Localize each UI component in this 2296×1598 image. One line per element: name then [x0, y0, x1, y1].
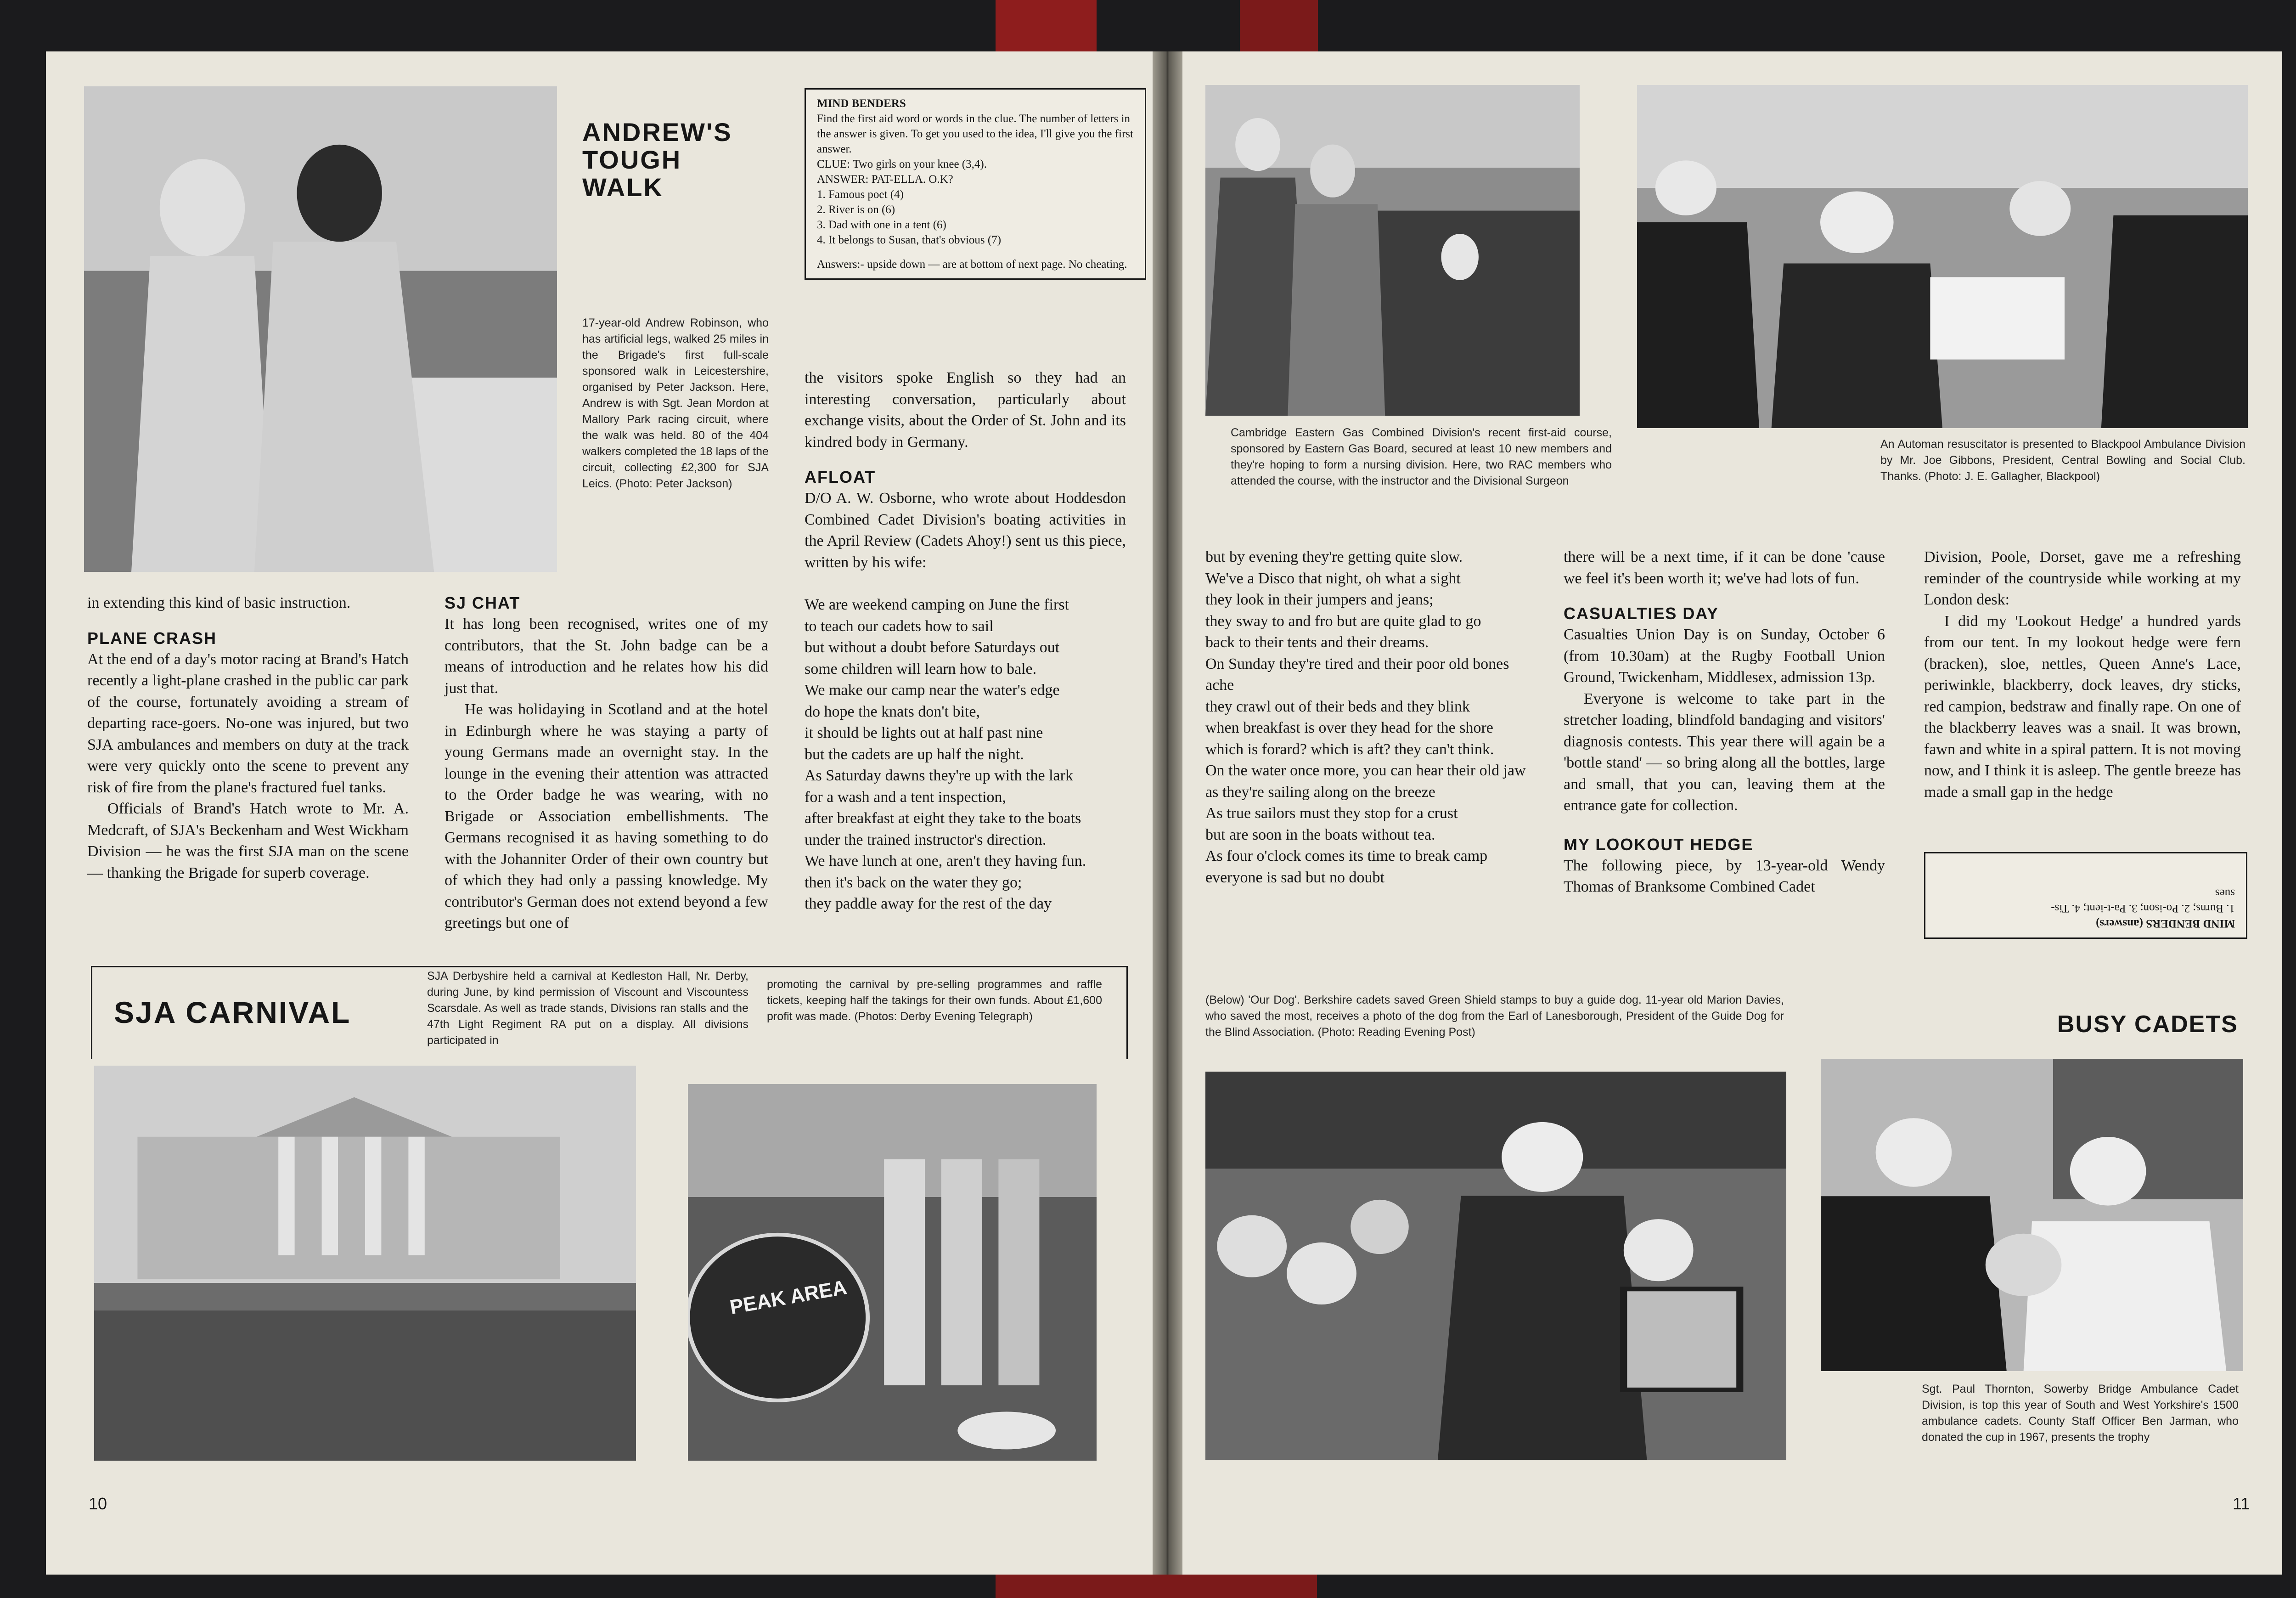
- poem-line: but by evening they're getting quite slow.: [1205, 548, 1463, 565]
- mind-benders-item: 3. Dad with one in a tent (6): [817, 219, 946, 231]
- photo-peak-area-cadets: [688, 1084, 1097, 1461]
- poem-line: On Sunday they're tired and their poor old bones ache: [1205, 655, 1509, 694]
- afloat-heading: AFLOAT: [805, 468, 876, 486]
- poem-line: under the trained instructor's direction.: [805, 831, 1047, 848]
- poem-line: it should be lights out at half past nine: [805, 724, 1043, 741]
- poem-line: do hope the knats don't bite,: [805, 703, 980, 720]
- poem-line: We've a Disco that night, oh what a sight: [1205, 570, 1461, 587]
- mind-benders-item: 1. Famous poet (4): [817, 188, 904, 201]
- mind-benders-answer: ANSWER: PAT-ELLA. O.K?: [817, 173, 953, 186]
- poem-line: some children will learn how to bale.: [805, 660, 1037, 678]
- poem-line: then it's back on the water they go;: [805, 874, 1022, 891]
- poem-line: they crawl out of their beds and they blink: [1205, 698, 1470, 715]
- answers-line-1: 1. Burns; 2. Po-ison; 3. Pa-t-ient; 4. Tis-: [2051, 902, 2235, 915]
- spine-top-left: [996, 0, 1097, 60]
- left-col-1: [87, 593, 409, 884]
- mind-benders-item: 2. River is on (6): [817, 203, 895, 216]
- right-col-3: [1924, 547, 2241, 803]
- busy-cadets-caption: Sgt. Paul Thornton, Sowerby Bridge Ambulance Cadet Division, is top this year of South and West Yorkshire's 1500 ambulance cadets. County Staff Officer Ben Jarman, who donated the cup in 1967, presents the trophy: [1922, 1383, 2239, 1444]
- gutter: [1153, 51, 1182, 1575]
- lookout-hedge-p1: Division, Poole, Dorset, gave me a refreshing reminder of the countryside while working at my London desk:: [1924, 548, 2241, 608]
- answers-title: MIND BENDERS (answers): [2096, 917, 2235, 930]
- answers-line-2: sues: [2215, 887, 2235, 899]
- poem-line: when breakfast is over they head for the shore: [1205, 719, 1493, 736]
- guide-dog-caption: (Below) 'Our Dog'. Berkshire cadets saved Green Shield stamps to buy a guide dog. 11-year old Marion Davies, who saved the most, receives a photo of the dog from the Earl of Lanesborough, President of the Guide Dog for the Blind Association. (Photo: Reading Evening Post): [1205, 994, 1784, 1039]
- poem-line: As four o'clock comes its time to break camp: [1205, 847, 1488, 864]
- right-col-2: [1564, 547, 1885, 898]
- poem-line: they paddle away for the rest of the day: [805, 895, 1052, 912]
- photo-cambridge-gas-division: [1205, 85, 1580, 416]
- sj-chat-p2: He was holidaying in Scotland and at the hotel in Edinburgh where he was staying a party of young Germans made an overnight stay. In the lounge in the evening their attention was attracted to the Order badge he was wearing, with no Brigade or Association embellishments. The Germans recognised it as having something to do with the Johanniter Order of their own country but of which they had only a passing knowledge. My contributor's German does not extend beyond a few greetings but one of: [445, 701, 768, 932]
- photo-andrew-walk: [84, 86, 557, 572]
- mind-benders-intro: Find the first aid word or words in the clue. The number of letters in the answer is given. To get you used to the idea, I'll give you the first answer.: [817, 113, 1133, 155]
- left-page-number: 10: [89, 1494, 107, 1513]
- carnival-caption-a: SJA Derbyshire held a carnival at Kedleston Hall, Nr. Derby, during June, by kind permission of Viscount and Viscountess Scarsdale. As well as trade stands, Divisions ran stalls and the 47th Light Regiment RA put on a display. All divisions participated in: [427, 970, 748, 1047]
- mind-benders-item: 4. It belongs to Susan, that's obvious (7): [817, 234, 1002, 246]
- poem-line: they sway to and fro but are quite glad to go: [1205, 612, 1481, 630]
- andrews-walk-title: ANDREW'S TOUGH WALK: [582, 118, 732, 202]
- poem-line: back to their tents and their dreams.: [1205, 634, 1429, 651]
- left-col-3: [805, 367, 1126, 915]
- lookout-hedge-intro: The following piece, by 13-year-old Wendy Thomas of Branksome Combined Cadet: [1564, 857, 1885, 895]
- poem-line: As true sailors must they stop for a crust: [1205, 805, 1458, 822]
- plane-crash-p2: Officials of Brand's Hatch wrote to Mr. A. Medcraft, of SJA's Beckenham and West Wickham Division — he was the first SJA man on the scene — thanking the Brigade for superb coverage.: [87, 800, 409, 881]
- plane-crash-p1: At the end of a day's motor racing at Brand's Hatch recently a light-plane crashed in the public car park of the course, fortunately avoiding a stream of departing race-goers. No-one was injured, but two SJA ambulances and members on duty at the track were very quickly onto the scene to prevent any risk of fire from the plane's fractured fuel tanks.: [87, 650, 409, 796]
- mind-benders-title: MIND BENDERS: [817, 97, 906, 110]
- poem-line: We have lunch at one, aren't they having fun.: [805, 853, 1086, 870]
- photo-kedleston-hall: [94, 1066, 636, 1461]
- casualties-day-heading: CASUALTIES DAY: [1564, 604, 1719, 623]
- photo-guide-dog-presentation: [1205, 1072, 1786, 1460]
- right-page-number: 11: [2233, 1494, 2250, 1513]
- sj-chat-continuation: the visitors spoke English so they had an interesting conversation, particularly about exchange visits, about the Order of St. John and its kindred body in Germany.: [805, 369, 1126, 451]
- afloat-intro: D/O A. W. Osborne, who wrote about Hoddesdon Combined Cadet Division's boating activities in the April Review (Cadets Ahoy!) sent us this piece, written by his wife:: [805, 490, 1126, 571]
- poem-line: to teach our cadets how to sail: [805, 617, 994, 635]
- andrews-walk-caption: 17-year-old Andrew Robinson, who has artificial legs, walked 25 miles in the Brigade's first full-scale sponsored walk in Leicestershire, organised by Peter Jackson. Here, Andrew is with Sgt. Jean Mordon at Mallory Park racing circuit, where the walk was held. 80 of the 404 walkers completed the 18 laps of the circuit, collecting £2,300 for SJA Leics. (Photo: Peter Jackson): [582, 316, 769, 490]
- right-col-1-poem: [1205, 547, 1531, 888]
- poem-line: but the cadets are up half the night.: [805, 745, 1024, 763]
- mind-benders-answers-box: [1924, 852, 2247, 939]
- lookout-hedge-p2: I did my 'Lookout Hedge' a hundred yards from our tent. In my lookout hedge were fern (bracken), sloe, nettles, Queen Anne's Lace, periwinkle, blackberry, dock leaves, dry sticks, red campion, bedstraw and finally rape. On one of the blackberry leaves was a snail. It was brown, fawn and white in a spiral pattern. It is not moving now, and I think it is asleep. The gentle breeze has made a small gap in the hedge: [1924, 612, 2241, 801]
- poem-line: after breakfast at eight they take to the boats: [805, 810, 1081, 827]
- poem-line: We make our camp near the water's edge: [805, 682, 1060, 699]
- carnival-title: SJA CARNIVAL: [114, 995, 351, 1029]
- poem-ending: there will be a next time, if it can be done 'cause we feel it's been worth it; we've had lots of fun.: [1564, 548, 1885, 587]
- mind-benders-list: [817, 187, 1134, 248]
- carnival-caption-b: promoting the carnival by pre-selling programmes and raffle tickets, keeping half the takings for their own funds. About £1,600 profit was made. (Photos: Derby Evening Telegraph): [767, 978, 1102, 1023]
- poem-line: On the water once more, you can hear their old jaw: [1205, 762, 1526, 779]
- lookout-hedge-heading: MY LOOKOUT HEDGE: [1564, 835, 1754, 854]
- poem-line: for a wash and a tent inspection,: [805, 788, 1007, 806]
- mind-benders-clue: CLUE: Two girls on your knee (3,4).: [817, 158, 987, 170]
- busy-cadets-title: BUSY CADETS: [2057, 1011, 2238, 1038]
- plane-crash-heading: PLANE CRASH: [87, 628, 217, 648]
- sj-chat-p1: It has long been recognised, writes one of my contributors, that the St. John badge can be a means of introduction and he relates how his did just that.: [445, 615, 768, 697]
- poem-line: which is forard? which is aft? they can't think.: [1205, 740, 1494, 758]
- left-col-2: [445, 593, 768, 934]
- cambridge-caption: Cambridge Eastern Gas Combined Division's recent first-aid course, sponsored by Eastern Gas Board, secured at least 10 new members and they're hoping to form a nursing division. Here, two RAC members who attended the course, with the instructor and the Divisional Surgeon: [1231, 426, 1612, 487]
- afloat-poem: [805, 594, 1126, 915]
- poem-line: but without a doubt before Saturdays out: [805, 639, 1060, 656]
- poem-line: as they're sailing along on the breeze: [1205, 783, 1435, 801]
- mind-benders-note: Answers:- upside down — are at bottom of next page. No cheating.: [817, 258, 1127, 271]
- poem-line: We are weekend camping on June the first: [805, 596, 1069, 613]
- col1-continuation: in extending this kind of basic instruction.: [87, 594, 351, 611]
- poem-line: As Saturday dawns they're up with the lark: [805, 767, 1073, 784]
- peak-area-sign: PEAK AREA: [728, 1276, 849, 1319]
- poem-line: but are soon in the boats without tea.: [1205, 826, 1435, 843]
- spine-top-right: [1240, 0, 1318, 60]
- poem-line: they look in their jumpers and jeans;: [1205, 591, 1434, 608]
- poem-line: everyone is sad but no doubt: [1205, 869, 1384, 886]
- photo-automan-resuscitator: [1637, 85, 2248, 428]
- mind-benders-box: [805, 88, 1146, 280]
- photo-cadet-trophy: [1821, 1059, 2243, 1371]
- casualties-p1: Casualties Union Day is on Sunday, October 6 (from 10.30am) at the Rugby Football Union Ground, Twickenham, Middlesex, admission 13p.: [1564, 626, 1885, 686]
- sj-chat-heading: SJ CHAT: [445, 593, 521, 612]
- automan-caption: An Automan resuscitator is presented to Blackpool Ambulance Division by Mr. Joe Gibbons, President, Central Bowling and Social Club. Thanks. (Photo: J. E. Gallagher, Blackpool): [1880, 438, 2245, 483]
- casualties-p2: Everyone is welcome to take part in the stretcher loading, blindfold bandaging and visitors' diagnosis contests. This year there will again be a 'bottle stand' — so bring along all the bottles, large and small, that you can, leaving them at the entrance gate for collection.: [1564, 690, 1885, 814]
